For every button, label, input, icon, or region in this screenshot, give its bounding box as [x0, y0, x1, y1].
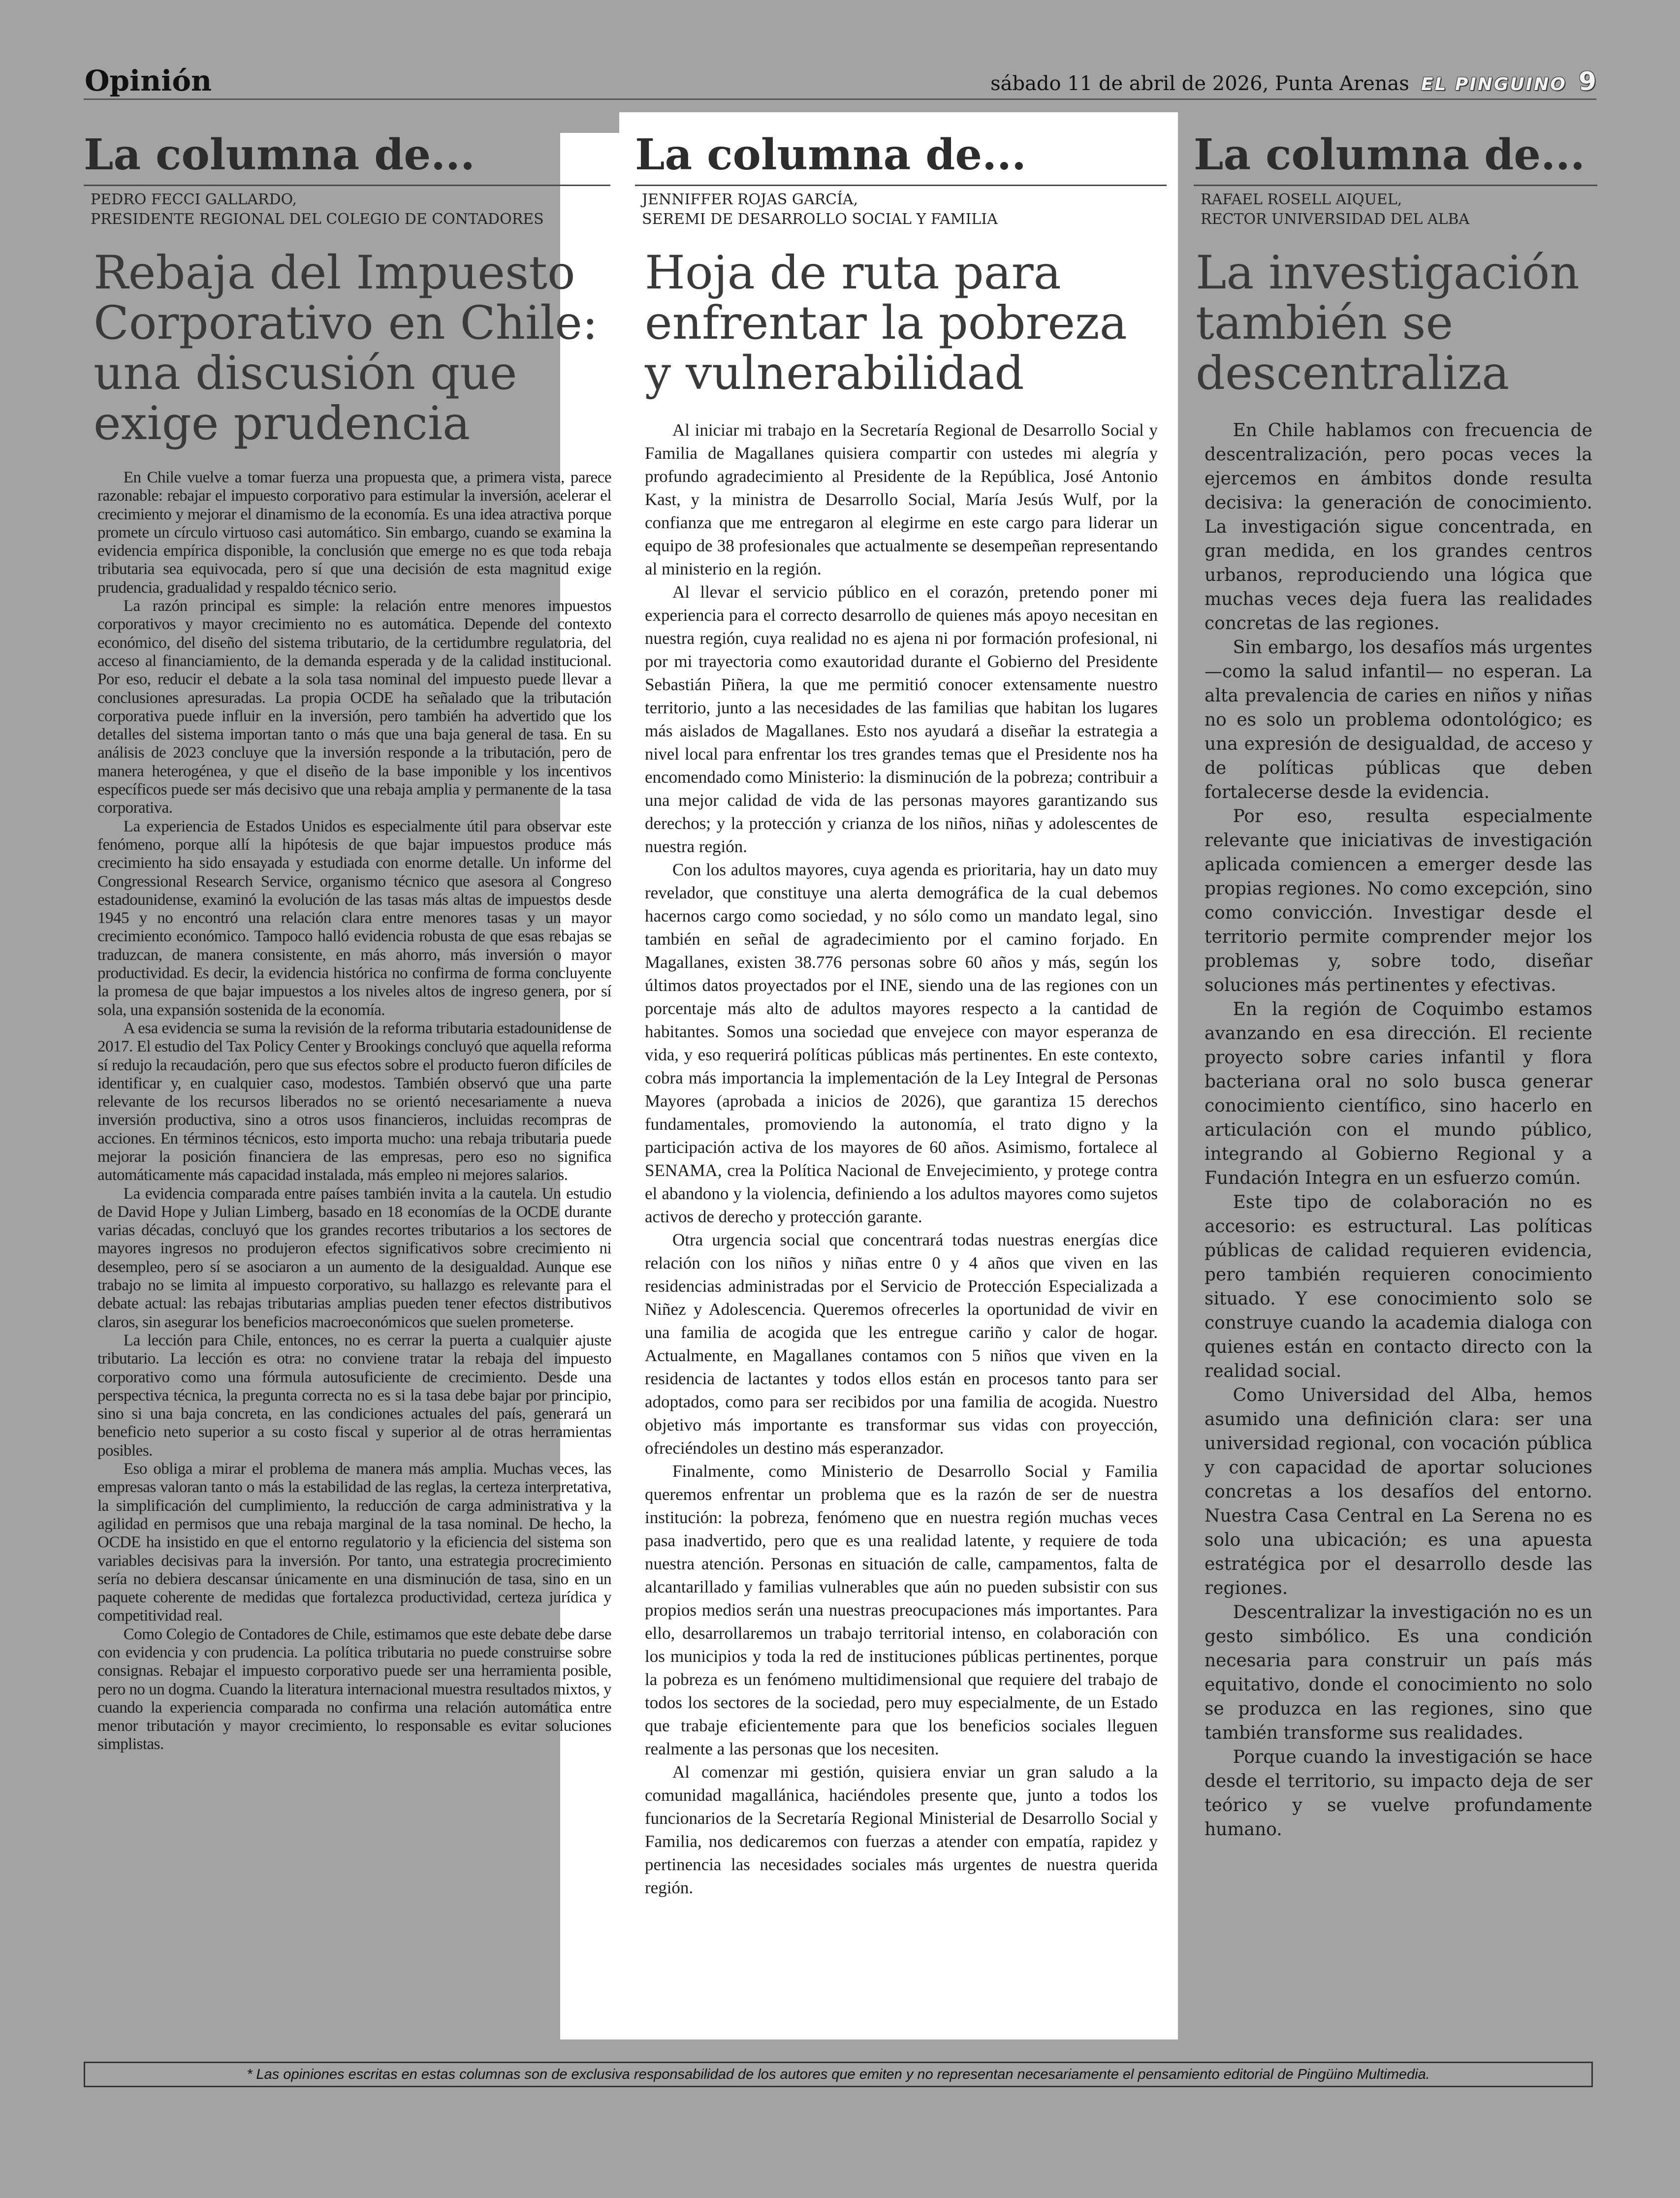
column-kicker: La columna de... [635, 130, 1167, 186]
paragraph: En Chile vuelve a tomar fuerza una propuesta que, a primera vista, parece razonable: rebajar el impuesto corporativo para estimular la inversión, acelerar el crecimiento y mejorar el dinamismo de la economía. Es una idea atractiva porque promete un círculo virtuoso casi automático. Sin embargo, cuando se examina la evidencia empírica disponible, la conclusión que emerge no es que toda rebaja tributaria sea equivocada, pero sí que una decisión de esta magnitud exige prudencia, gradualidad y respaldo técnico serio. [97, 469, 611, 597]
column-left [84, 130, 610, 1754]
paragraph: Al comenzar mi gestión, quisiera enviar un gran saludo a la comunidad magallánica, haciéndoles presente que, junto a todos los funcionarios de la Secretaría Regional Ministerial de Desarrollo Social y Familia, nos dedicaremos con fuerzas a atender con empatía, rapidez y pertinencia las necesidades sociales más urgentes de nuestra querida región. [645, 1762, 1158, 1897]
paragraph: La experiencia de Estados Unidos es especialmente útil para observar este fenómeno, porque allí la hipótesis de que bajar impuestos produce más crecimiento ha sido ensayada y estudiada con enorme detalle. Un informe del Congressional Research Service, organismo técnico que asesora al Congreso estadounidense, examinó la evolución de las tasas más altas de impuestos desde 1945 y no encontró una relación clara entre menores tasas y un mayor crecimiento económico. Tampoco halló evidencia robusta de que esas rebajas se traduzcan, de manera consistente, en más ahorro, más inversión o mayor productividad. Es decir, la evidencia histórica no confirma de forma concluyente la promesa de que bajar impuestos a los niveles altos de ingreso genera, por sí sola, una expansión sostenida de la economía. [97, 817, 611, 1019]
author-name: JENNIFFER ROJAS GARCÍA, [642, 191, 858, 208]
paragraph: Con los adultos mayores, cuya agenda es prioritaria, hay un dato muy revelador, que constituye una alerta demográfica de la cual debemos hacernos cargo como sociedad, y no sólo como un mandato legal, sino también en señal de agradecimiento por el camino forjado. En Magallanes, existen 38.776 personas sobre 60 años y más, según los últimos datos proyectados por el INE, siendo una de las regiones con un porcentaje más alto de adultos mayores respecto a la cantidad de habitantes. Somos una sociedad que envejece con mayor esperanza de vida, y eso requerirá políticas públicas más pertinentes. En este contexto, cobra más importancia la implementación de la Ley Integral de Personas Mayores (aprobada a inicios de 2026), que garantiza 15 derechos fundamentales, promoviendo la autonomía, el trato digno y la participación activa de los mayores de 60 años. Asimismo, fortalece al SENAMA, crea la Política Nacional de Envejecimiento, y protege contra el abandono y la violencia, definiendo a los adultos mayores como sujetos activos de derecho y protección garante. [645, 860, 1158, 1226]
paragraph: Otra urgencia social que concentrará todas nuestras energías dice relación con los niños y niñas entre 0 y 4 años que viven en las residencias administradas por el Servicio de Protección Especializada a Niñez y Adolescencia. Queremos ofrecerles la oportunidad de vivir en una familia de acogida que les entregue cariño y calor de hogar. Actualmente, en Magallanes contamos con 5 niños que viven en la residencia de lactantes y todos ellos están en procesos tanto para ser adoptados, como para ser recibidos por una familia de acogida. Nuestro objetivo más importante es transformar sus vidas con proyección, ofreciéndoles un destino más esperanzador. [645, 1230, 1158, 1458]
page-number: 9 [1578, 67, 1596, 96]
column-right [1194, 130, 1597, 1842]
article-headline: La investigación también se descentraliza [1196, 246, 1580, 400]
paragraph: Este tipo de colaboración no es accesorio: es estructural. Las políticas públicas de calidad requieren evidencia, pero también requieren conocimiento situado. Y ese conocimiento solo se construye cuando la academia dialoga con quienes están en contacto directo con la realidad social. [1205, 1192, 1592, 1381]
column-kicker: La columna de... [1194, 130, 1597, 186]
dateline: sábado 11 de abril de 2026, Punta Arenas [990, 72, 1409, 95]
paragraph: La lección para Chile, entonces, no es cerrar la puerta a cualquier ajuste tributario. La lección es otra: no conviene tratar la rebaja del impuesto corporativo como una fórmula autosuficiente de crecimiento. Desde una perspectiva técnica, la pregunta correcta no es si la tasa debe bajar por principio, sino si una baja concreta, en las condiciones actuales del país, generará un beneficio neto superior a su costo fiscal y superior al de otras herramientas posibles. [97, 1331, 611, 1460]
author-role: RECTOR UNIVERSIDAD DEL ALBA [1201, 211, 1470, 228]
paragraph: Por eso, resulta especialmente relevante que iniciativas de investigación aplicada comiencen a emerger desde las propias regiones. No como excepción, sino como convicción. Investigar desde el territorio permite comprender mejor los problemas y, sobre todo, diseñar soluciones más pertinentes y efectivas. [1205, 806, 1592, 995]
paragraph: Finalmente, como Ministerio de Desarrollo Social y Familia queremos enfrentar un problema que es la razón de ser de nuestra institución: la pobreza, fenómeno que en nuestra región muchas veces pasa inadvertido, pero que es una realidad latente, y requiere de toda nuestra atención. Personas en situación de calle, campamentos, falta de alcantarillado y familias vulnerables que aún no pueden subsistir con sus propios medios serán una nuestras preocupaciones más importantes. Para ello, desarrollaremos un trabajo territorial intenso, en colaboración con los municipios y toda la red de instituciones públicas pertinentes, porque la pobreza es un fenómeno multidimensional que requiere del trabajo de todos los sectores de la sociedad, pero muy especialmente, de un Estado que trabaje eficientemente para que los beneficios sociales lleguen realmente a las personas que los necesiten. [645, 1462, 1158, 1758]
paragraph: Como Universidad del Alba, hemos asumido una definición clara: ser una universidad regional, con vocación pública y con capacidad de aportar soluciones concretas a los desafíos del entorno. Nuestra Casa Central en La Serena no es solo una ubicación; es una apuesta estratégica por el desarrollo desde las regiones. [1205, 1385, 1592, 1598]
byline [1201, 190, 1597, 229]
paragraph: Eso obliga a mirar el problema de manera más amplia. Muchas veces, las empresas valoran tanto o más la estabilidad de las reglas, la certeza interpretativa, la simplificación del cumplimiento, la reducción de carga administrativa y la agilidad en permisos que una rebaja marginal de la tasa nominal. De hecho, la OCDE ha insistido en que el entorno regulatorio y la eficiencia del sistema son variables decisivas para la inversión. Por tanto, una estrategia procrecimiento sería no debiera descansar únicamente en una disminución de tasa, sino en un paquete coherente de medidas que fortalezca productividad, certeza jurídica y competitividad real. [97, 1460, 611, 1625]
paragraph: En la región de Coquimbo estamos avanzando en esa dirección. El reciente proyecto sobre caries infantil y flora bacteriana oral no solo busca generar conocimiento científico, sino hacerlo en articulación con el mundo público, integrando al Gobierno Regional y a Fundación Integra en un esfuerzo común. [1205, 999, 1592, 1188]
highlight-corner-notch [560, 112, 619, 133]
header-meta [990, 67, 1596, 96]
article-body [1205, 418, 1592, 1842]
byline [91, 190, 610, 229]
newspaper-logo: EL PINGUINO [1421, 74, 1567, 95]
article-headline: Hoja de ruta para enfrentar la pobreza y vulnerabilidad [645, 246, 1127, 400]
article-headline: Rebaja del Impuesto Corporativo en Chile: una discusión que exige prudencia [94, 246, 598, 450]
paragraph: La evidencia comparada entre países también invita a la cautela. Un estudio de David Hope y Julian Limberg, basado en 18 economías de la OCDE durante varias décadas, concluyó que los grandes recortes tributarios a los sectores de mayores ingresos no produjeron efectos significativos sobre crecimiento ni desempleo, pero sí se asociaron a un aumento de la desigualdad. Aunque ese trabajo no se limita al impuesto corporativo, su hallazgo es relevante para el debate actual: las rebajas tributarias amplias pueden tener efectos distributivos claros, sin asegurar los beneficios macroeconómicos que suelen prometerse. [97, 1184, 611, 1331]
paragraph: A esa evidencia se suma la revisión de la reforma tributaria estadounidense de 2017. El estudio del Tax Policy Center y Brookings concluyó que aquella reforma sí redujo la recaudación, pero que sus efectos sobre el producto fueron difíciles de identificar y, en cualquier caso, modestos. También observó que una parte relevante de los recursos liberados no se orientó necesariamente a nueva inversión productiva, sino a otros usos financieros, incluidas recompras de acciones. En términos técnicos, esto importa mucho: una rebaja tributaria puede mejorar la posición financiera de las empresas, pero eso no significa automáticamente más capacidad instalada, más empleo ni mejores salarios. [97, 1019, 611, 1184]
article-body [645, 418, 1158, 1899]
editorial-disclaimer: * Las opiniones escritas en estas columnas son de exclusiva responsabilidad de los autores que emiten y no representan necesariamente el pensamiento editorial de Pingüino Multimedia. [84, 2062, 1593, 2087]
paragraph: Descentralizar la investigación no es un gesto simbólico. Es una condición necesaria para construir un país más equitativo, donde el conocimiento no solo se produzca en las regiones, sino que también transforme sus realidades. [1205, 1602, 1592, 1743]
paragraph: En Chile hablamos con frecuencia de descentralización, pero pocas veces la ejercemos en ámbitos donde resulta decisiva: la generación de conocimiento. La investigación sigue concentrada, en gran medida, en los grandes centros urbanos, reproduciendo una lógica que muchas veces deja fuera las realidades concretas de las regiones. [1205, 420, 1592, 634]
article-body [97, 469, 611, 1754]
author-role: PRESIDENTE REGIONAL DEL COLEGIO DE CONTADORES [91, 211, 544, 228]
paragraph: La razón principal es simple: la relación entre menores impuestos corporativos y mayor crecimiento no es automática. Depende del contexto económico, del diseño del sistema tributario, de la certidumbre regulatoria, del acceso al financiamiento, de la demanda esperada y de la calidad institucional. Por eso, reducir el debate a la sola tasa nominal del impuesto puede llevar a conclusiones apresuradas. La propia OCDE ha señalado que la tributación corporativa puede influir en la inversión, pero también ha advertido que los detalles del sistema importan tanto o más que una baja general de tasa. En su análisis de 2023 concluye que la inversión responde a la tributación, pero de manera heterogénea, y que el diseño de la base imponible y los incentivos específicos puede ser más decisivo que una rebaja amplia y permanente de la tasa corporativa. [97, 597, 611, 817]
author-name: RAFAEL ROSELL AIQUEL, [1201, 191, 1402, 208]
column-kicker: La columna de... [84, 130, 610, 186]
author-role: SEREMI DE DESARROLLO SOCIAL Y FAMILIA [642, 211, 998, 228]
byline [642, 190, 1167, 229]
paragraph: Al llevar el servicio público en el corazón, pretendo poner mi experiencia para el correcto desarrollo de quienes más apoyo necesitan en nuestra región, cuya realidad no es ajena ni por formación profesional, ni por mi trayectoria como exautoridad durante el Gobierno del Presidente Sebastián Piñera, la que me permitió conocer extensamente nuestro territorio, junto a las necesidades de las familias que habitan los lugares más aislados de Magallanes. Esto nos ayudará a diseñar la estrategia a nivel local para enfrentar los tres grandes temas que el Presidente nos ha encomendado como Ministerio: la disminución de la pobreza; contribuir a una mejor calidad de vida de las personas mayores garantizando sus derechos; y la protección y crianza de los niños, niñas y adolescentes de nuestra región. [645, 582, 1158, 856]
paragraph: Como Colegio de Contadores de Chile, estimamos que este debate debe darse con evidencia y con prudencia. La política tributaria no puede construirse sobre consignas. Rebajar el impuesto corporativo puede ser una herramienta posible, pero no un dogma. Cuando la literatura internacional muestra resultados mixtos, y cuando la experiencia comparada no confirma una relación automática entre menor tributación y mayor crecimiento, lo responsable es evitar soluciones simplistas. [97, 1625, 611, 1753]
paragraph: Al iniciar mi trabajo en la Secretaría Regional de Desarrollo Social y Familia de Magallanes quisiera compartir con ustedes mi alegría y profundo agradecimiento al Presidente de la República, José Antonio Kast, y la ministra de Desarrollo Social, María Jesús Wulf, por la confianza que me entregaron al elegirme en este cargo para liderar un equipo de 38 profesionales que actualmente se desempeñan representando al ministerio en la región. [645, 420, 1158, 578]
paragraph: Sin embargo, los desafíos más urgentes —como la salud infantil— no esperan. La alta prevalencia de caries en niños y niñas no es solo un problema odontológico; es una expresión de desigualdad, de acceso y de políticas públicas que deben fortalecerse desde la evidencia. [1205, 637, 1592, 802]
author-name: PEDRO FECCI GALLARDO, [91, 191, 297, 208]
column-middle [635, 130, 1167, 1899]
section-title: Opinión [85, 64, 212, 97]
page-header [84, 64, 1596, 100]
paragraph: Porque cuando la investigación se hace desde el territorio, su impacto deja de ser teórico y se vuelve profundamente humano. [1205, 1747, 1592, 1840]
